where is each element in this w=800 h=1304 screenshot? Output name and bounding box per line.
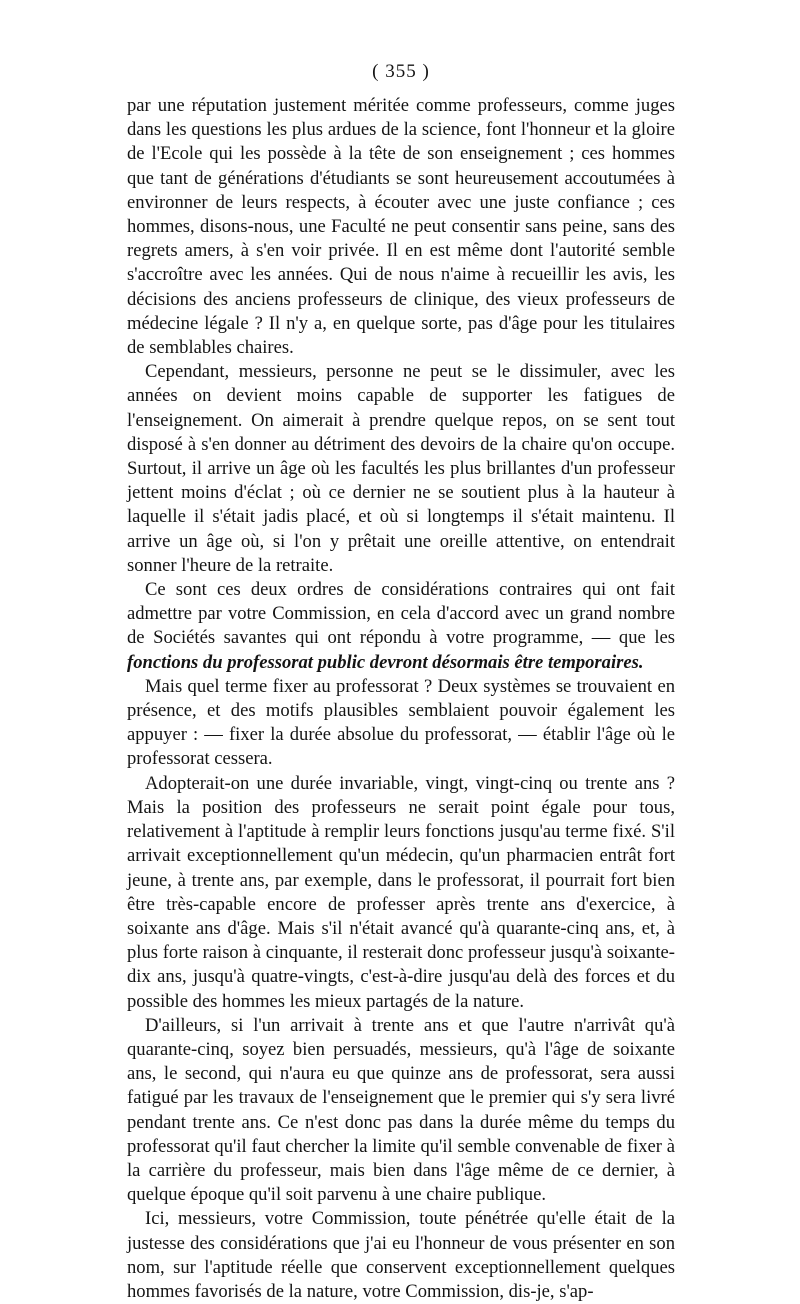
paragraph-4: Mais quel terme fixer au professorat ? Deux systèmes se trouvaient en présence, et des motifs plausibles semblaient pouvoir également les appuyer : — fixer la durée absolue du professorat, — établir l'âge où le professorat cessera. xyxy=(127,675,675,770)
page-number: ( 355 ) xyxy=(372,61,430,82)
paragraph-3-emphasis: fonctions du professorat public devront désormais être temporaires. xyxy=(127,651,644,673)
paragraph-3-text: Ce sont ces deux ordres de considérations contraires qui ont fait admettre par votre Commission, en cela d'accord avec un grand nombre de Sociétés savantes qui ont répondu à votre programme, — que les xyxy=(127,579,675,649)
paragraph-5: Adopterait-on une durée invariable, vingt, vingt-cinq ou trente ans ? Mais la position des professeurs ne serait point égale pour tous, relativement à l'aptitude à remplir leurs fonctions jusqu'au terme fixé. S'il arrivait exceptionnellement qu'un médecin, qu'un pharmacien entrât fort jeune, à trente ans, par exemple, dans le professorat, il pourrait fort bien être très-capable encore de professer après trente ans d'exercice, à soixante ans d'âge. Mais s'il n'était avancé qu'à quarante-cinq ans, et, à plus forte raison à cinquante, il resterait donc professeur jusqu'à soixante-dix ans, jusqu'à quatre-vingts, c'est-à-dire jusqu'au delà des forces et du possible des hommes les mieux partagés de la nature. xyxy=(127,772,675,1012)
paragraph-6: D'ailleurs, si l'un arrivait à trente ans et que l'autre n'arrivât qu'à quarante-cinq, soyez bien persuadés, messieurs, qu'à l'âge de soixante ans, le second, qui n'aura eu que quinze ans de professorat, sera aussi fatigué par les travaux de l'enseignement que le premier qui s'y sera livré pendant trente ans. Ce n'est donc pas dans la durée même du temps du professorat qu'il faut chercher la limite qu'il semble convenable de fixer à la carrière du professeur, mais bien dans l'âge même de ce dernier, à quelque époque qu'il soit parvenu à une chaire publique. xyxy=(127,1014,675,1206)
paragraph-1: par une réputation justement méritée comme professeurs, comme juges dans les questions les plus ardues de la science, font l'honneur et la gloire de l'Ecole qui les possède à la tête de son enseignement ; ces hommes que tant de générations d'étudiants se sont heureusement accoutumées à environner de leurs respects, à écouter avec une juste confiance ; ces hommes, disons-nous, une Faculté ne peut consentir sans peine, sans des regrets amers, à s'en voir privée. Il en est même dont l'autorité semble s'accroître avec les années. Qui de nous n'aime à recueillir les avis, les décisions des anciens professeurs de clinique, des vieux professeurs de médecine légale ? Il n'y a, en quelque sorte, pas d'âge pour les titulaires de semblables chaires. xyxy=(127,95,675,359)
paragraph-3 xyxy=(127,578,675,675)
paragraph-7: Ici, messieurs, votre Commission, toute pénétrée qu'elle était de la justesse des considérations que j'ai eu l'honneur de vous présenter en son nom, sur l'aptitude réelle que conservent exceptionnellement quelques hommes favorisés de la nature, votre Commission, dis-je, s'ap- xyxy=(127,1208,675,1302)
paragraph-2: Cependant, messieurs, personne ne peut se le dissimuler, avec les années on devient moins capable de supporter les fatigues de l'enseignement. On aimerait à prendre quelque repos, on se sent tout disposé à s'en donner au détriment des devoirs de la chaire qu'on occupe. Surtout, il arrive un âge où les facultés les plus brillantes d'un professeur jettent moins d'éclat ; où ce dernier ne se soutient plus à la hauteur à laquelle il s'était jadis placé, et où si longtemps il s'était maintenu. Il arrive un âge où, si l'on y prêtait une oreille attentive, on entendrait sonner l'heure de la retraite. xyxy=(127,361,675,576)
book-page xyxy=(127,58,675,1304)
